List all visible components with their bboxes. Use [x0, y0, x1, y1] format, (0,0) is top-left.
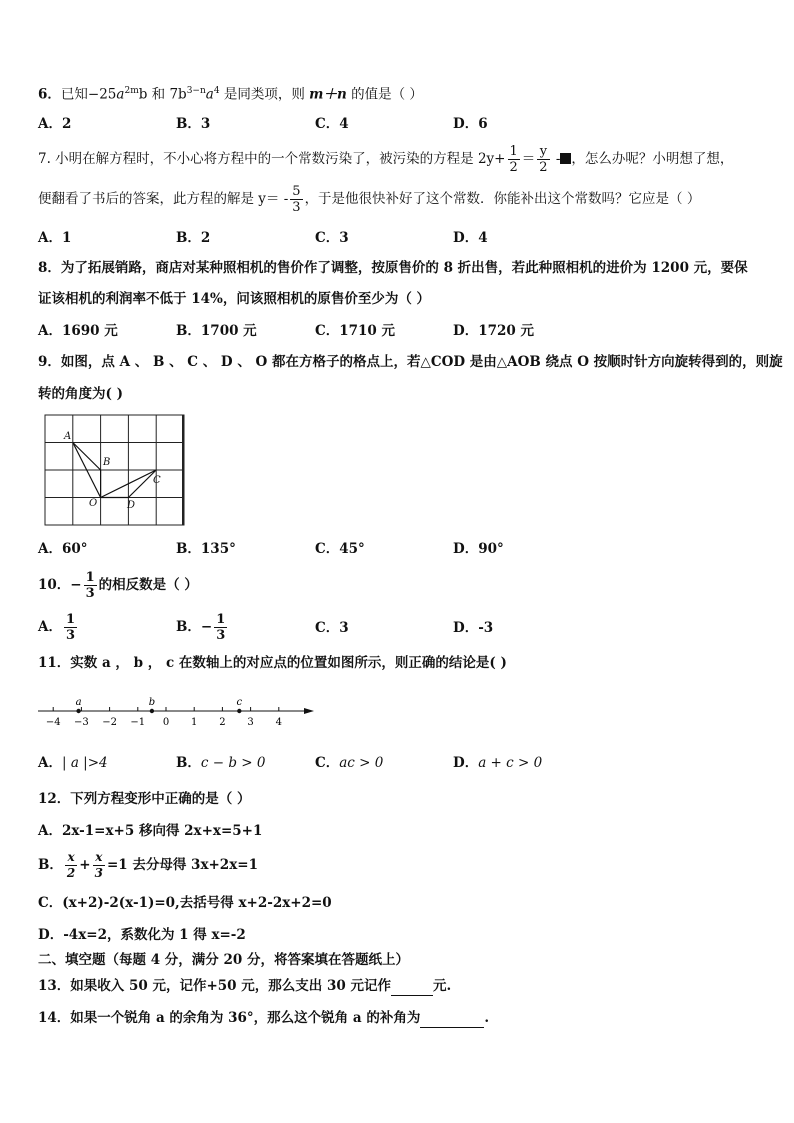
axis-tick-label: 2	[219, 717, 226, 728]
q11-option-d[interactable]: D．a + c > 0	[453, 755, 543, 771]
label-a: A	[64, 431, 72, 442]
question-11: 11．实数 a ， b ， c 在数轴上的对应点的位置如图所示，则正确的结论是( )	[38, 655, 507, 671]
axis-tick-label: 4	[275, 717, 282, 728]
question-13: 13．如果收入 50 元，记作+50 元，那么支出 30 元记作 元.	[38, 978, 452, 994]
q10-fraction: $\frac{1}{3}$	[85, 570, 95, 601]
q10-option-d[interactable]: D．-3	[453, 620, 494, 636]
q12-option-c[interactable]: C．(x+2)-2(x-1)=0,去括号得 x+2-2x+2=0	[38, 895, 332, 911]
question-10	[38, 570, 198, 601]
question-12: 12．下列方程变形中正确的是（ ）	[38, 791, 251, 807]
q10-option-c[interactable]: C．3	[315, 620, 349, 636]
answer-blank[interactable]	[420, 1009, 484, 1028]
q10-option-a[interactable]: A． $\frac{1}{3}$	[38, 612, 76, 643]
number-line	[36, 690, 316, 730]
question-9-line-1: 9．如图，点 A 、 B 、 C 、 D 、 O 都在方格子的格点上，若△COD 是由△AOB 绕点 O 按顺时针方向旋转得到的，则旋	[38, 354, 783, 370]
point-label-b: b	[148, 697, 156, 708]
q7-text: 便翻看了书后的答案，此方程的解是 y＝ -	[38, 191, 289, 207]
axis-tick-label: −3	[74, 717, 89, 728]
q9-option-a[interactable]: A．60°	[38, 541, 88, 557]
point-label-c: c	[236, 697, 243, 708]
label-d: D	[127, 500, 136, 511]
label-b: B	[103, 457, 111, 468]
q6-exponent: 4	[213, 86, 220, 96]
point-label-a: a	[75, 697, 82, 708]
label-c: C	[153, 475, 161, 486]
q12-option-d[interactable]: D．-4x=2，系数化为 1 得 x=-2	[38, 927, 246, 943]
axis-tick-label: −4	[45, 717, 61, 728]
q11-option-a[interactable]: A．| a |>4	[38, 755, 108, 771]
question-9-line-2: 转的角度为( )	[38, 386, 123, 402]
point-c	[237, 709, 241, 713]
q7-option-c[interactable]: C．3	[315, 230, 349, 246]
q7-fraction: $\frac{1}{2}$	[509, 144, 518, 175]
point-b	[150, 709, 154, 713]
question-7-line-1	[38, 144, 733, 175]
q7-equals: ＝	[521, 151, 536, 167]
q12-option-b[interactable]: B． $\frac{x}{2}$ + $\frac{x}{3}$ =1 去分母得 3x+2x=1	[38, 850, 258, 880]
q7-option-b[interactable]: B．2	[176, 230, 211, 246]
q10-text: 10．−	[38, 577, 82, 593]
q7-option-a[interactable]: A．1	[38, 230, 72, 246]
q6-text: 已知−25	[60, 86, 117, 103]
section-heading: 二、填空题（每题 4 分，满分 20 分，将答案填在答题纸上）	[38, 952, 409, 968]
q6-exponent: 3−n	[186, 86, 206, 96]
question-8-line-1: 8．为了拓展销路，商店对某种照相机的售价作了调整，按原售价的 8 折出售，若此种照相机的进价为 1200 元，要保	[38, 260, 748, 276]
q10-text: 的相反数是（ ）	[98, 577, 198, 593]
q6-text: 是同类项，则	[219, 86, 310, 103]
q12-option-a[interactable]: A．2x-1=x+5 移向得 2x+x=5+1	[38, 823, 263, 839]
q6-option-a[interactable]: A．2	[38, 116, 72, 132]
question-8-line-2: 证该相机的利润率不低于 14%，问该照相机的原售价至少为（ ）	[38, 291, 431, 307]
q6-exponent: 2m	[124, 86, 139, 96]
arrow-icon	[304, 708, 314, 714]
q6-option-c[interactable]: C．4	[315, 116, 349, 132]
q9-option-b[interactable]: B．135°	[176, 541, 236, 557]
q7-option-d[interactable]: D．4	[453, 230, 488, 246]
segment-ab	[73, 443, 101, 471]
q11-option-b[interactable]: B．c − b > 0	[176, 755, 266, 771]
q7-text: 7. 小明在解方程时，不小心将方程中的一个常数污染了，被污染的方程是 2y+	[38, 151, 506, 167]
q6-option-b[interactable]: B．3	[176, 116, 211, 132]
question-7-line-2	[38, 184, 700, 215]
q6-var: a	[205, 86, 214, 103]
axis-tick-label: −1	[130, 717, 146, 728]
q8-option-d[interactable]: D．1720 元	[453, 323, 534, 339]
q7-text: ，怎么办呢？小明想了想，	[571, 151, 734, 167]
question-6	[38, 82, 423, 104]
q6-text: b 和 7b	[138, 86, 187, 103]
q7-fraction: $\frac{5}{3}$	[292, 184, 301, 215]
q6-var: a	[116, 86, 125, 103]
q7-fraction: $\frac{y}{2}$	[539, 144, 548, 175]
label-o: O	[89, 498, 98, 509]
axis-tick-label: 3	[247, 717, 254, 728]
axis-tick-label: −2	[102, 717, 117, 728]
q11-option-c[interactable]: C．ac > 0	[315, 755, 384, 771]
q9-option-d[interactable]: D．90°	[453, 541, 504, 557]
axis-tick-label: 1	[191, 717, 198, 728]
q7-minus: -	[551, 151, 561, 167]
q7-text: ，于是他很快补好了这个常数．你能补出这个常数吗？它应是（ ）	[304, 191, 701, 207]
ink-blot-icon	[560, 153, 571, 164]
grid-figure	[42, 412, 188, 528]
point-a	[76, 709, 80, 713]
q6-number: 6．	[38, 86, 61, 103]
answer-blank[interactable]	[391, 977, 433, 996]
q6-text: 的值是（ ）	[346, 86, 423, 103]
q8-option-a[interactable]: A．1690 元	[38, 323, 118, 339]
q10-option-b[interactable]: B．− $\frac{1}{3}$	[176, 612, 226, 643]
q8-option-b[interactable]: B．1700 元	[176, 323, 257, 339]
q9-option-c[interactable]: C．45°	[315, 541, 365, 557]
question-14: 14．如果一个锐角 a 的余角为 36°，那么这个锐角 a 的补角为 .	[38, 1010, 490, 1026]
q8-option-c[interactable]: C．1710 元	[315, 323, 396, 339]
q6-option-d[interactable]: D．6	[453, 116, 488, 132]
axis-tick-label: 0	[162, 717, 170, 728]
q6-expression: m＋n	[309, 86, 347, 103]
